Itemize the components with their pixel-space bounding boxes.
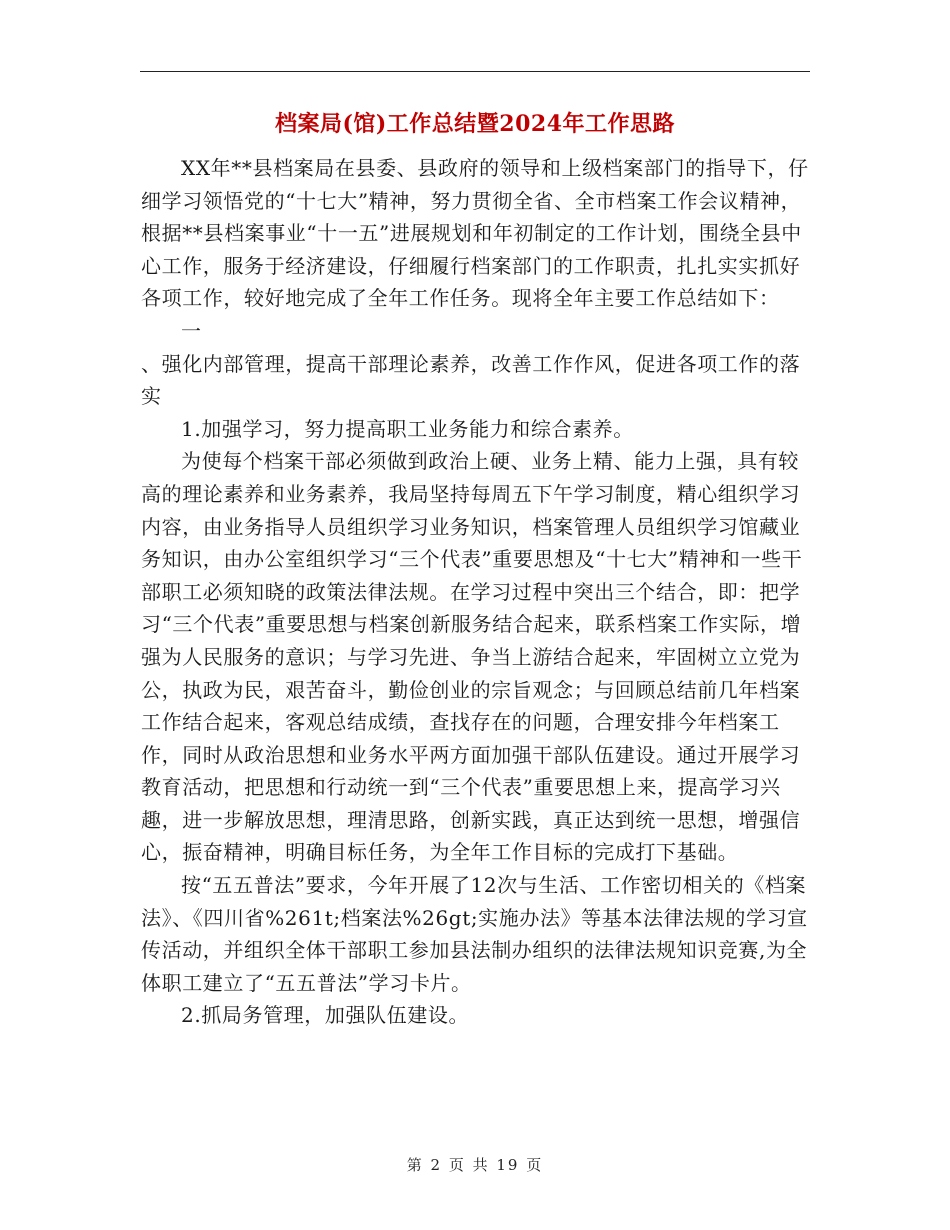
paragraph-study: 为使每个档案干部必须做到政治上硬、业务上精、能力上强，具有较高的理论素养和业务素养，我局坚持每周五下午学习制度，精心组织学习内容，由业务指导人员组织学习业务知识，档案管理人员组织学习馆藏业务知识，由办公室组织学习“三个代表”重要思想及“十七大”精神和一些干部职工必须知晓的政策法律法规。在学习过程中突出三个结合，即：把学习“三个代表”重要思想与档案创新服务结合起来，联系档案工作实际，增强为人民服务的意识；与学习先进、争当上游结合起来，牢固树立立党为公，执政为民，艰苦奋斗，勤俭创业的宗旨观念；与回顾总结前几年档案工作结合起来，客观总结成绩，查找存在的问题，合理安排今年档案工作，同时从政治思想和业务水平两方面加强干部队伍建设。通过开展学习教育活动，把思想和行动统一到“三个代表”重要思想上来，提高学习兴趣，进一步解放思想，理清思路，创新实践，真正达到统一思想，增强信心，振奋精神，明确目标任务，为全年工作目标的完成打下基础。 bbox=[141, 449, 803, 865]
document-title: 档案局(馆)工作总结暨2024年工作思路 bbox=[274, 111, 676, 137]
document-body bbox=[141, 152, 811, 1032]
section-number: 一 bbox=[181, 318, 202, 343]
paragraph-law-education: 按“五五普法”要求，今年开展了12次与生活、工作密切相关的《档案法》、《四川省%261t;档案法%26gt;实施办法》等基本法律法规的学习宣传活动，并组织全体干部职工参加县法制办组织的法律法规知识竞赛,为全体职工建立了“五五普法”学习卡片。 bbox=[141, 873, 808, 995]
header-rule bbox=[140, 71, 810, 72]
page-number: 第 2 页 共 19 页 bbox=[406, 1156, 544, 1174]
section-heading: 、强化内部管理，提高干部理论素养，改善工作作风，促进各项工作的落实 bbox=[141, 351, 801, 409]
subsection-heading-2: 2.抓局务管理，加强队伍建设。 bbox=[181, 1003, 470, 1028]
subsection-heading-1: 1.加强学习，努力提高职工业务能力和综合素养。 bbox=[181, 416, 634, 441]
paragraph-intro: XX年**县档案局在县委、县政府的领导和上级档案部门的指导下，仔细学习领悟党的“十七大”精神，努力贯彻全省、全市档案工作会议精神，根据**县档案事业“十一五”进展规划和年初制定的工作计划，围绕全县中心工作，服务于经济建设，仔细履行档案部门的工作职责，扎扎实实抓好各项工作，较好地完成了全年工作任务。现将全年主要工作总结如下： bbox=[141, 156, 809, 311]
